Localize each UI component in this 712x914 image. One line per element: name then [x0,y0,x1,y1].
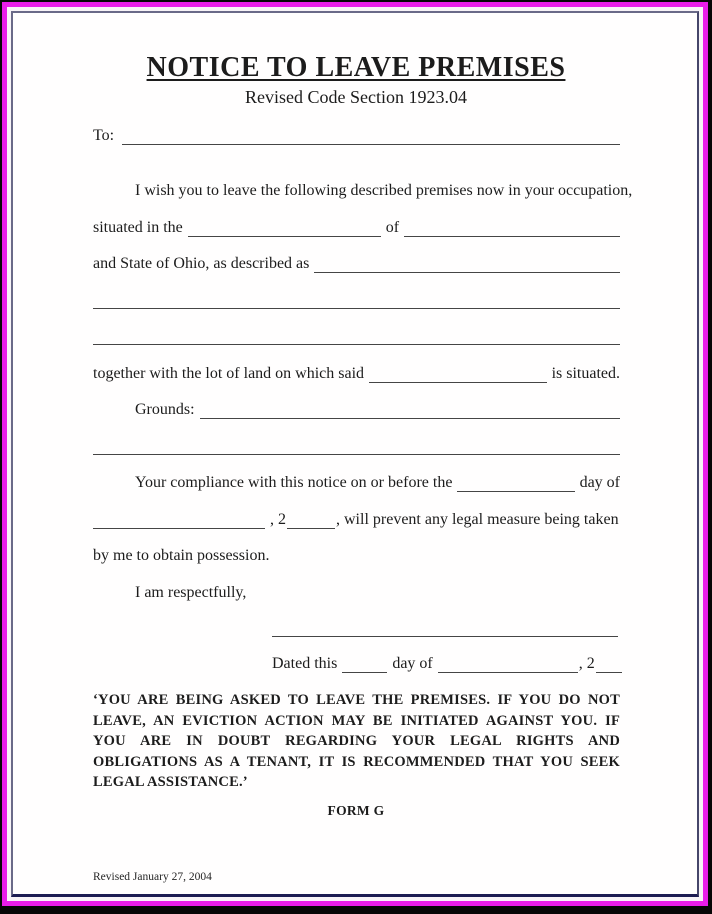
state-line-text: and State of Ohio, as described as [93,255,310,272]
situated-mid-text: of [385,219,400,236]
dated-pre-text: Dated this [272,655,338,672]
revision-date-note: Revised January 27, 2004 [93,871,212,883]
situated-pre-text: situated in the [93,219,183,236]
dated-row [272,651,622,673]
state-row [93,251,620,273]
to-recipient-blank[interactable] [122,139,620,145]
prevent-row [93,507,619,529]
compliance-row [135,470,620,492]
together-pre-text: together with the lot of land on which said [93,365,365,382]
compliance-year-blank[interactable] [287,523,335,529]
dated-mid-text: day of [392,655,433,672]
description-blank-1[interactable] [314,267,620,273]
page-subtitle: Revised Code Section 1923.04 [245,87,467,107]
possession-line-text: by me to obtain possession. [93,547,270,564]
situated-row [93,215,620,237]
compliance-day-blank[interactable] [457,486,574,492]
warning-line: OBLIGATIONS AS A TENANT, IT IS RECOMMENDED THAT YOU SEEK [93,753,620,770]
signature-line[interactable] [272,636,618,637]
said-premises-blank[interactable] [369,377,547,383]
grounds-label: Grounds: [135,401,195,418]
grounds-blank-1[interactable] [200,413,620,419]
dated-year-prefix-text: , 2 [578,655,595,672]
opening-line-row [135,178,632,200]
page-title: NOTICE TO LEAVE PREMISES [146,52,566,83]
locality-type-blank[interactable] [188,231,381,237]
description-blank-2[interactable] [93,308,620,309]
eviction-warning-paragraph [93,690,620,793]
together-post-text: is situated. [551,365,620,382]
warning-line: LEAVE, AN EVICTION ACTION MAY BE INITIATED AGAINST YOU. IF [93,712,620,729]
dated-day-blank[interactable] [342,667,387,673]
together-row [93,361,620,383]
warning-line: LEGAL ASSISTANCE.’ [93,774,248,791]
grounds-blank-2[interactable] [93,454,620,455]
compliance-month-blank[interactable] [93,523,265,529]
to-label: To: [93,127,115,144]
dated-year-blank[interactable] [596,667,622,673]
possession-row [93,543,269,565]
compliance-pre-text: Your compliance with this notice on or before the [135,474,453,491]
prevent-mid-text: , 2 [270,511,286,528]
respectfully-text: I am respectfully, [135,584,247,601]
prevent-post-text: , will prevent any legal measure being taken [336,511,619,528]
form-designation: FORM G [327,803,385,818]
respectfully-row [135,580,246,602]
opening-line-text: I wish you to leave the following described premises now in your occupation, [135,182,633,199]
dated-month-blank[interactable] [438,667,578,673]
compliance-post-text: day of [579,474,620,491]
to-row [93,123,620,145]
warning-line: YOU ARE IN DOUBT REGARDING YOUR LEGAL RIGHTS AND [93,733,620,750]
description-blank-3[interactable] [93,344,620,345]
locality-name-blank[interactable] [404,231,620,237]
grounds-row [135,397,620,419]
warning-line: ‘YOU ARE BEING ASKED TO LEAVE THE PREMISES. IF YOU DO NOT [93,692,620,708]
